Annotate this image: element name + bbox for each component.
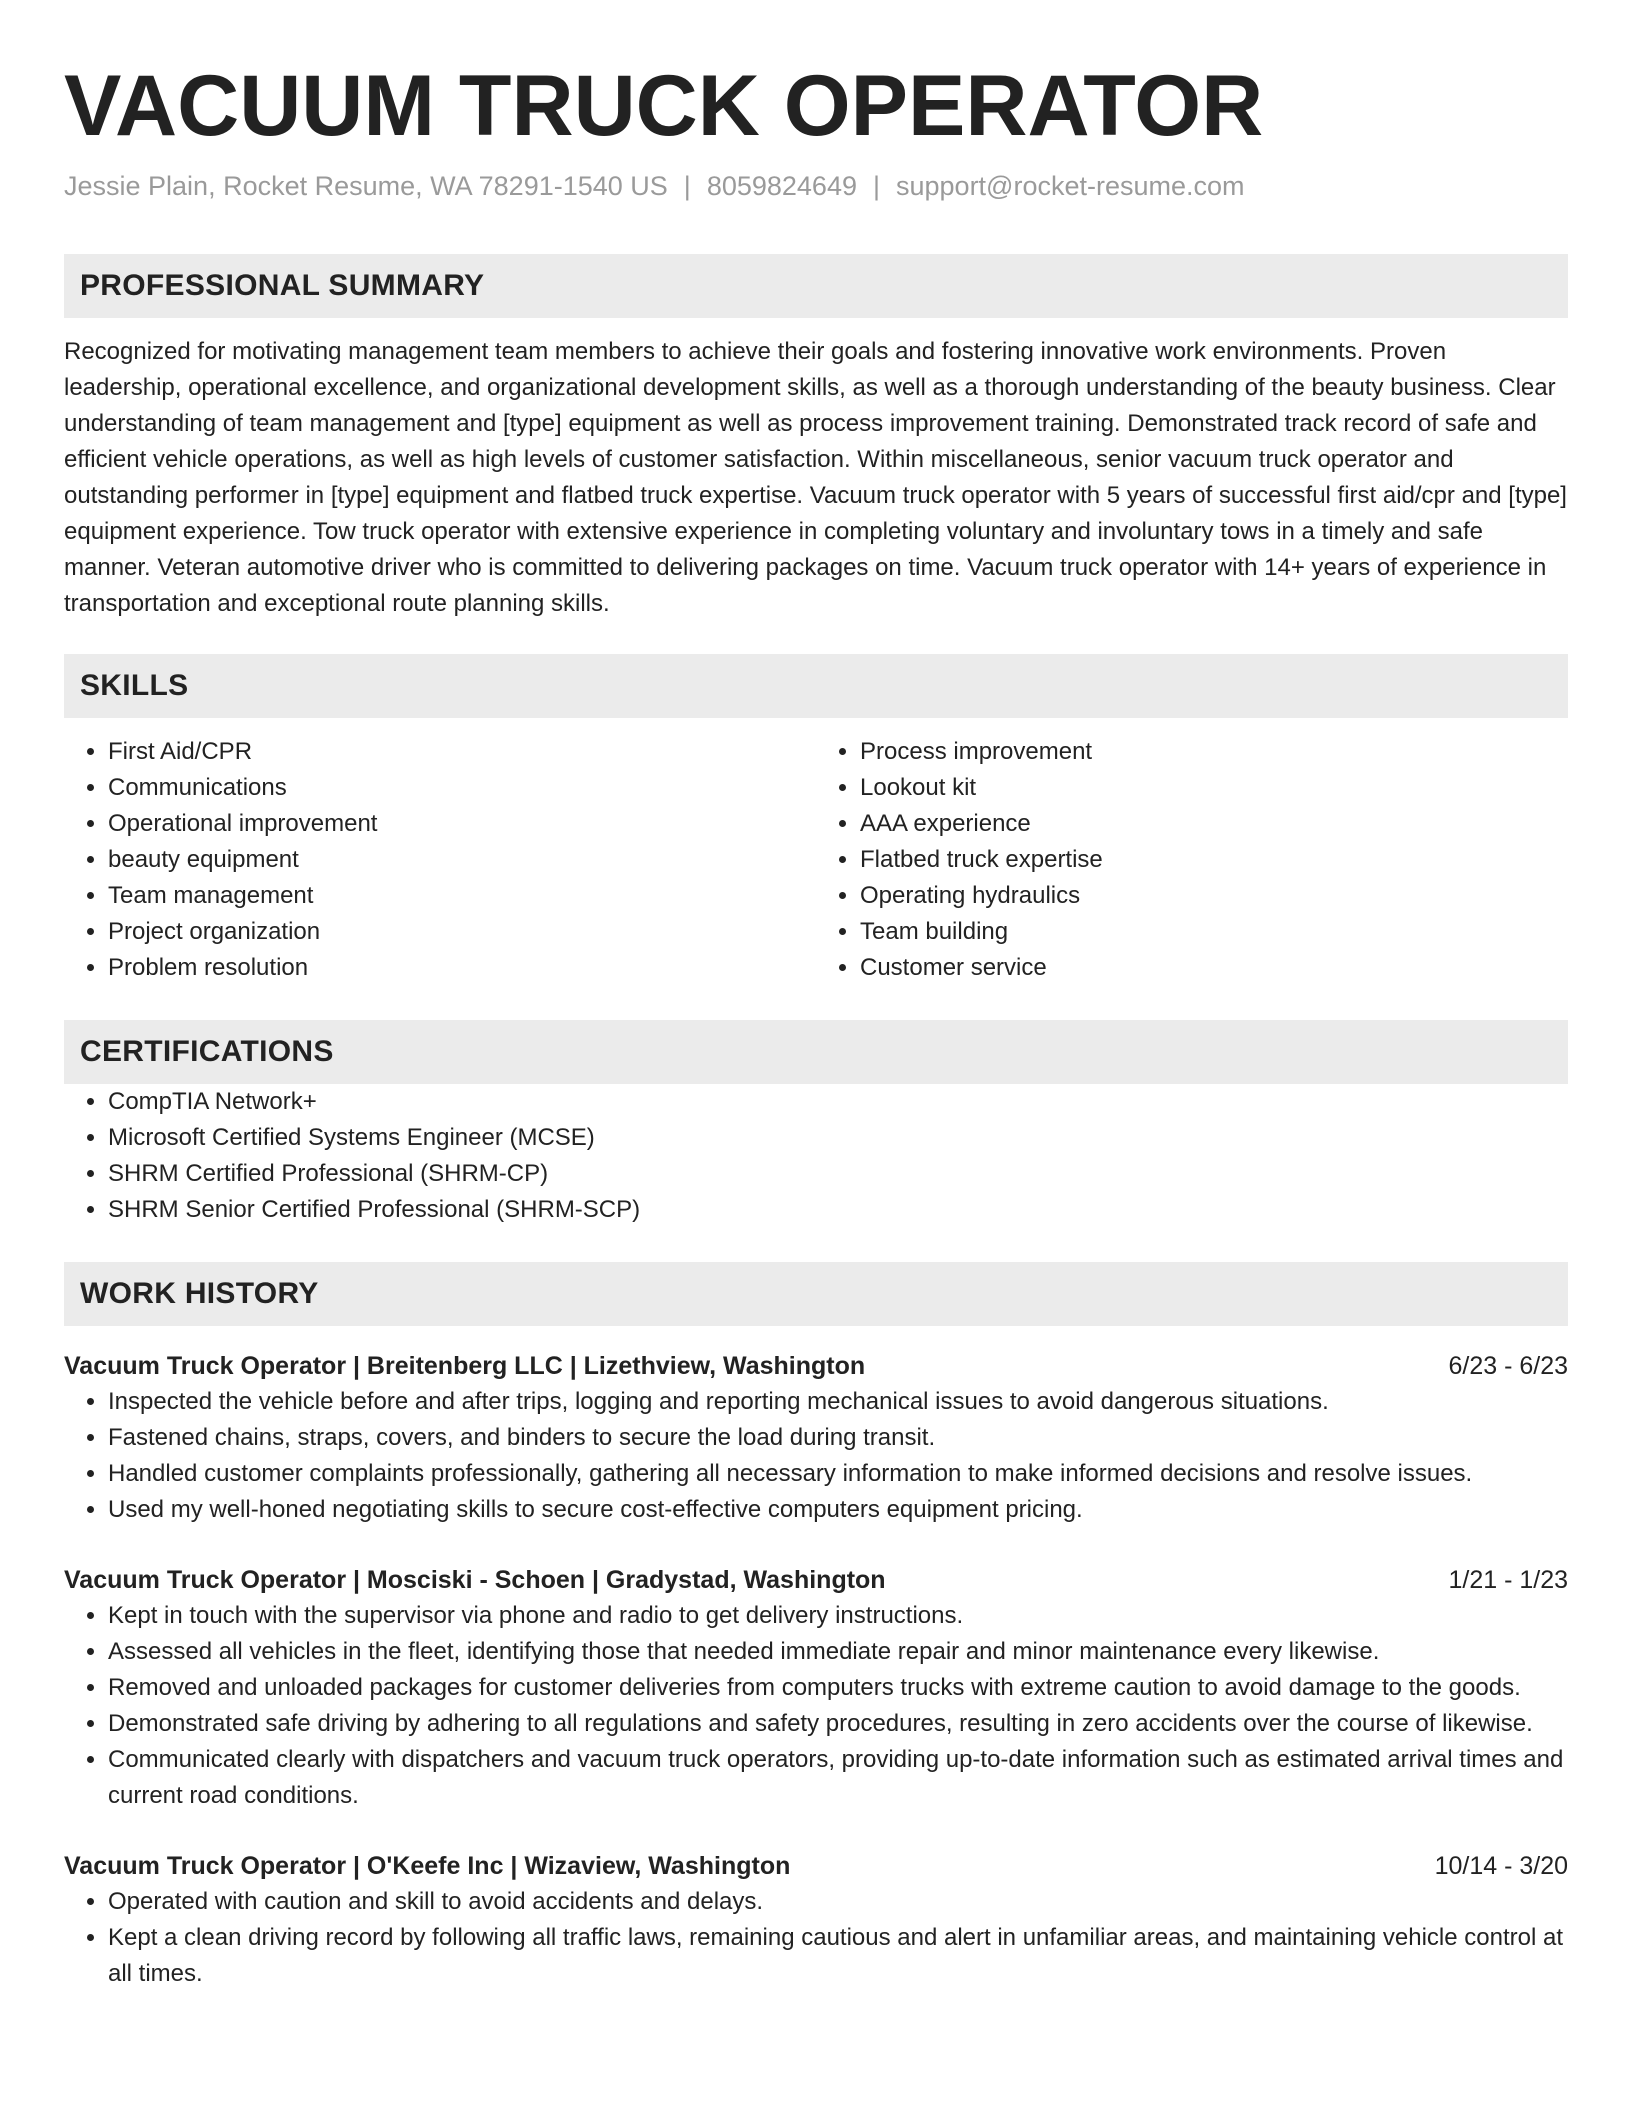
job-bullet: • Fastened chains, straps, covers, and binders to secure the load during transit.	[108, 1420, 1568, 1456]
certification-item: • SHRM Certified Professional (SHRM-CP)	[108, 1156, 1568, 1192]
skill-item: • Lookout kit	[860, 770, 1568, 806]
summary-heading: PROFESSIONAL SUMMARY	[64, 254, 1568, 318]
contact-phone: 8059824649	[706, 171, 857, 201]
skill-item: • First Aid/CPR	[108, 734, 816, 770]
job-bullet: • Removed and unloaded packages for customer deliveries from computers trucks with extreme caution to avoid damage to the goods.	[108, 1670, 1568, 1706]
skill-item: • Problem resolution	[108, 950, 816, 986]
skill-item: • beauty equipment	[108, 842, 816, 878]
contact-separator: |	[872, 171, 880, 201]
job-bullet: • Communicated clearly with dispatchers and vacuum truck operators, providing up-to-date information such as estimated arrival times and current road conditions.	[108, 1742, 1568, 1814]
job-title: Vacuum Truck Operator | O'Keefe Inc | Wizaview, Washington	[64, 1852, 791, 1880]
job-bullet: • Assessed all vehicles in the fleet, identifying those that needed immediate repair and minor maintenance every likewise.	[108, 1634, 1568, 1670]
skill-item: • Communications	[108, 770, 816, 806]
job-title: Vacuum Truck Operator | Breitenberg LLC | Lizethview, Washington	[64, 1352, 866, 1380]
job-title-row	[64, 1848, 1568, 1884]
skill-item: • Team building	[860, 914, 1568, 950]
certification-item: • CompTIA Network+	[108, 1084, 1568, 1120]
skill-item: • AAA experience	[860, 806, 1568, 842]
work-history-heading: WORK HISTORY	[64, 1262, 1568, 1326]
skill-item: • Customer service	[860, 950, 1568, 986]
job-bullet: • Kept a clean driving record by following all traffic laws, remaining cautious and alert in unfamiliar areas, and maintaining vehicle control at all times.	[108, 1920, 1568, 1992]
job-bullet: • Operated with caution and skill to avoid accidents and delays.	[108, 1884, 1568, 1920]
job-bullet: • Demonstrated safe driving by adhering to all regulations and safety procedures, resulting in zero accidents over the course of likewise.	[108, 1706, 1568, 1742]
contact-separator: |	[683, 171, 691, 201]
skill-item: • Operating hydraulics	[860, 878, 1568, 914]
certification-item: • SHRM Senior Certified Professional (SHRM-SCP)	[108, 1192, 1568, 1228]
summary-text: Recognized for motivating management team members to achieve their goals and fostering innovative work environments. Proven leadership, operational excellence, and organizational development skills, as well as a thorough understanding of the beauty business. Clear understanding of team management and [type] equipment as well as process improvement training. Demonstrated track record of safe and efficient vehicle operations, as well as high levels of customer satisfaction. Within miscellaneous, senior vacuum truck operator and outstanding performer in [type] equipment and flatbed truck expertise. Vacuum truck operator with 5 years of successful first aid/cpr and [type] equipment experience. Tow truck operator with extensive experience in completing voluntary and involuntary tows in a timely and safe manner. Veteran automotive driver who is committed to delivering packages on time. Vacuum truck operator with 14+ years of experience in transportation and exceptional route planning skills.	[64, 338, 1567, 617]
skill-item: • Operational improvement	[108, 806, 816, 842]
skills-grid	[64, 734, 1568, 986]
resume-title: VACUUM TRUCK OPERATOR	[64, 58, 1264, 154]
certification-item: • Microsoft Certified Systems Engineer (MCSE)	[108, 1120, 1568, 1156]
job-entry	[64, 1562, 1568, 1814]
job-bullet: • Inspected the vehicle before and after trips, logging and reporting mechanical issues to avoid dangerous situations.	[108, 1384, 1568, 1420]
skill-item: • Project organization	[108, 914, 816, 950]
job-entry	[64, 1848, 1568, 1992]
skills-column-right	[816, 734, 1568, 986]
job-bullet: • Handled customer complaints professionally, gathering all necessary information to make informed decisions and resolve issues.	[108, 1456, 1568, 1492]
job-entry	[64, 1348, 1568, 1528]
contact-email: support@rocket-resume.com	[896, 171, 1245, 201]
job-dates: 1/21 - 1/23	[1448, 1566, 1568, 1594]
contact-address: Jessie Plain, Rocket Resume, WA 78291-1540 US	[64, 171, 668, 201]
job-bullets	[64, 1598, 1568, 1814]
job-bullet: • Used my well-honed negotiating skills to secure cost-effective computers equipment pricing.	[108, 1492, 1568, 1528]
job-bullets	[64, 1384, 1568, 1528]
job-title-row	[64, 1348, 1568, 1384]
job-dates: 10/14 - 3/20	[1434, 1852, 1568, 1880]
job-bullet: • Kept in touch with the supervisor via phone and radio to get delivery instructions.	[108, 1598, 1568, 1634]
job-title-row	[64, 1562, 1568, 1598]
job-dates: 6/23 - 6/23	[1448, 1352, 1568, 1380]
job-title: Vacuum Truck Operator | Mosciski - Schoen | Gradystad, Washington	[64, 1566, 886, 1594]
certifications-list	[64, 1084, 1568, 1228]
job-bullets	[64, 1884, 1568, 1992]
skills-heading: SKILLS	[64, 654, 1568, 718]
certifications-heading: CERTIFICATIONS	[64, 1020, 1568, 1084]
skill-item: • Process improvement	[860, 734, 1568, 770]
skill-item: • Flatbed truck expertise	[860, 842, 1568, 878]
skill-item: • Team management	[108, 878, 816, 914]
skills-column-left	[64, 734, 816, 986]
contact-line	[64, 168, 1568, 204]
